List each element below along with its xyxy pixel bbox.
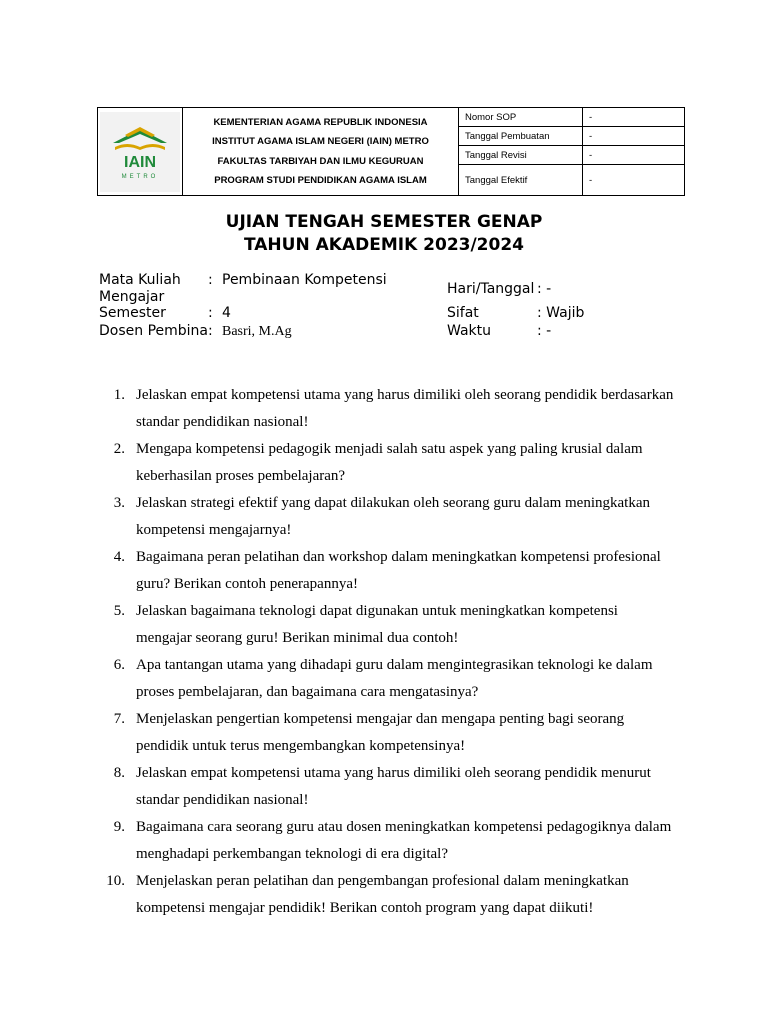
institution-line: INSTITUT AGAMA ISLAM NEGERI (IAIN) METRO: [212, 136, 429, 147]
question-text-cont: standar pendidikan nasional!: [136, 414, 309, 430]
question-number: 1.: [113, 387, 125, 403]
question-text-cont: guru? Berikan contoh penerapannya!: [136, 576, 358, 592]
question-number: 10.: [106, 873, 125, 889]
question-text: Menjelaskan peran pelatihan dan pengembangan profesional dalam meningkatkan: [136, 873, 629, 889]
dosen-value: Basri, M.Ag: [222, 324, 292, 339]
semester-colon: :: [208, 305, 213, 321]
question-number: 8.: [113, 765, 125, 781]
question-text: Bagaimana peran pelatihan dan workshop dalam meningkatkan kompetensi profesional: [136, 549, 661, 565]
hari-tanggal-label: Hari/Tanggal: [447, 281, 535, 297]
question-text: Bagaimana cara seorang guru atau dosen meningkatkan kompetensi pedagogiknya dalam: [136, 819, 672, 835]
question-number: 2.: [113, 441, 125, 457]
question-text: Apa tantangan utama yang dihadapi guru dalam mengintegrasikan teknologi ke dalam: [136, 657, 653, 673]
question-text: Jelaskan empat kompetensi utama yang harus dimiliki oleh seorang pendidik berdasarkan: [136, 387, 674, 403]
logo-text: IAIN: [124, 153, 156, 171]
mata-kuliah-label: Mata Kuliah: [99, 272, 181, 288]
question-item: [100, 490, 690, 544]
question-number: 9.: [113, 819, 125, 835]
sop-value-revisi: -: [583, 146, 685, 165]
sop-header-table: [97, 107, 685, 196]
academic-year-title: TAHUN AKADEMIK 2023/2024: [244, 235, 524, 255]
question-item: [100, 706, 690, 760]
question-item: [100, 598, 690, 652]
question-text: Menjelaskan pengertian kompetensi mengajar dan mengapa penting bagi seorang: [136, 711, 625, 727]
question-text: Mengapa kompetensi pedagogik menjadi salah satu aspek yang paling krusial dalam: [136, 441, 643, 457]
question-text-cont: pendidik untuk terus mengembangkan kompetensinya!: [136, 738, 466, 754]
sop-label-nomor: Nomor SOP: [459, 108, 583, 127]
question-item: [100, 652, 690, 706]
mata-kuliah-value: Pembinaan Kompetensi: [222, 272, 387, 288]
question-item: [100, 868, 690, 922]
sifat-label: Sifat: [447, 305, 479, 321]
sop-label-efektif: Tanggal Efektif: [459, 165, 583, 196]
question-item: [100, 382, 690, 436]
question-number: 5.: [113, 603, 125, 619]
exam-title: UJIAN TENGAH SEMESTER GENAP: [225, 212, 543, 232]
question-item: [100, 436, 690, 490]
logo-subtext: METRO: [121, 173, 159, 180]
mata-kuliah-value-cont: Mengajar: [99, 289, 165, 305]
question-text-cont: mengajar seorang guru! Berikan minimal dua contoh!: [136, 630, 459, 646]
semester-value: 4: [222, 305, 231, 321]
question-item: [100, 760, 690, 814]
question-item: [100, 814, 690, 868]
question-text-cont: menghadapi perkembangan teknologi di era digital?: [136, 846, 448, 862]
question-list: [100, 382, 690, 922]
institution-line: KEMENTERIAN AGAMA REPUBLIK INDONESIA: [213, 116, 428, 128]
sifat-value: : Wajib: [537, 305, 585, 321]
sop-label-revisi: Tanggal Revisi: [459, 146, 583, 165]
question-text: Jelaskan strategi efektif yang dapat dilakukan oleh seorang guru dalam meningkatkan: [136, 495, 650, 511]
mata-kuliah-colon: :: [208, 272, 213, 288]
question-number: 3.: [113, 495, 125, 511]
question-number: 7.: [113, 711, 125, 727]
question-number: 4.: [113, 549, 125, 565]
question-text-cont: proses pembelajaran, dan bagaimana cara mengatasinya?: [136, 684, 479, 700]
semester-label: Semester: [99, 305, 166, 321]
hari-tanggal-value: : -: [537, 281, 552, 297]
logo-cell: [98, 108, 183, 196]
question-text-cont: kompetensi mengajar pendidik! Berikan contoh program yang dapat diikuti!: [136, 900, 594, 916]
waktu-label: Waktu: [447, 323, 491, 339]
institution-line: PROGRAM STUDI PENDIDIKAN AGAMA ISLAM: [214, 175, 427, 186]
sop-label-pembuatan: Tanggal Pembuatan: [459, 127, 583, 146]
sop-value-efektif: -: [583, 165, 685, 196]
dosen-label: Dosen Pembina: [99, 323, 208, 339]
institution-cell: [183, 108, 459, 196]
dosen-colon: :: [208, 323, 213, 339]
sop-value-pembuatan: -: [583, 127, 685, 146]
institution-line: FAKULTAS TARBIYAH DAN ILMU KEGURUAN: [217, 155, 424, 167]
question-text-cont: kompetensi mengajarnya!: [136, 522, 292, 538]
question-text: Jelaskan bagaimana teknologi dapat digunakan untuk meningkatkan kompetensi: [136, 603, 618, 619]
question-item: [100, 544, 690, 598]
question-number: 6.: [113, 657, 125, 673]
question-text-cont: standar pendidikan nasional!: [136, 792, 309, 808]
waktu-value: : -: [537, 323, 552, 339]
question-text: Jelaskan empat kompetensi utama yang harus dimiliki oleh seorang pendidik menurut: [136, 765, 651, 781]
iain-metro-logo: [100, 112, 180, 192]
iain-logo-icon: [105, 121, 175, 183]
question-text-cont: keberhasilan proses pembelajaran?: [136, 468, 346, 484]
sop-value-nomor: -: [583, 108, 685, 127]
